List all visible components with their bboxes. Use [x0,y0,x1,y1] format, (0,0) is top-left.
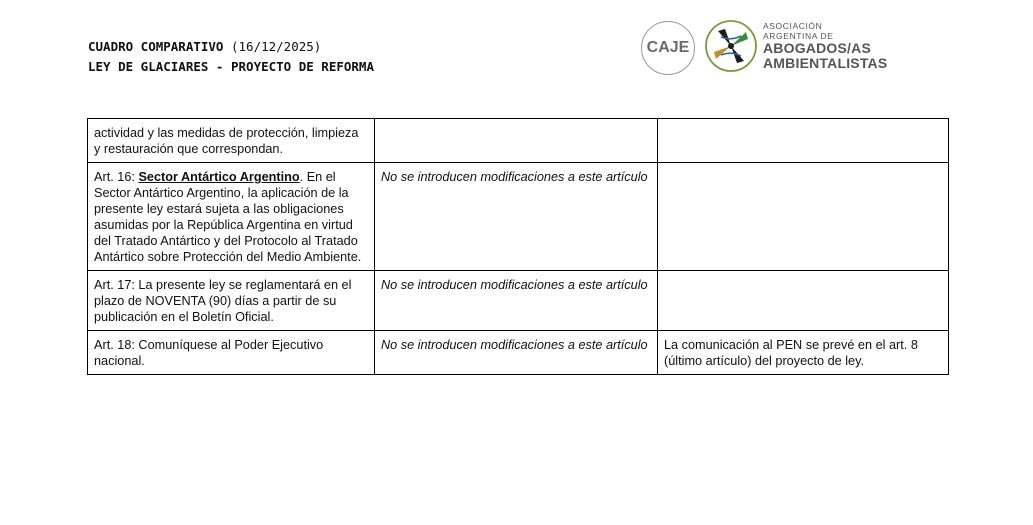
table-cell-comment: La comunicación al PEN se prevé en el art. 8 (último artículo) del proyecto de ley. [658,331,949,375]
table-cell-reform [375,119,658,163]
table-cell-current-law: Art. 18: Comuníquese al Poder Ejecutivo nacional. [88,331,375,375]
table-cell-comment [658,271,949,331]
document-header [88,37,374,77]
aaaa-logo-line-3: ABOGADOS/AS [763,40,871,56]
aaaa-logo-line-4: AMBIENTALISTAS [763,55,888,71]
table-cell-current-law: actividad y las medidas de protección, limpieza y restauración que correspondan. [88,119,375,163]
table-cell-reform: No se introducen modificaciones a este artículo [375,331,658,375]
aaaa-logo-icon [704,19,758,73]
aaaa-logo-text [763,22,887,71]
table-row [88,271,949,331]
caje-logo-text: CAJE [646,39,690,56]
table-cell-comment [658,163,949,271]
caje-logo [641,21,695,75]
header-title: CUADRO COMPARATIVO [88,39,224,54]
table-row [88,331,949,375]
table-cell-current-law [88,163,375,271]
article-prefix: Art. 16: [94,170,139,184]
aaaa-logo-line-2: ARGENTINA DE [763,30,834,41]
article-body: . En el Sector Antártico Argentino, la aplicación de la presente ley estará sujeta a las obligaciones asumidas por la República Argentina en virtud del Tratado Antártico y del Protocolo al Tratado Antártico sobre Protección del Medio Ambiente. [94,170,362,264]
comparison-table [87,118,949,375]
article-title: Sector Antártico Argentino [138,170,300,184]
table-cell-current-law: Art. 17: La presente ley se reglamentará en el plazo de NOVENTA (90) días a partir de su publicación en el Boletín Oficial. [88,271,375,331]
table-cell-reform: No se introducen modificaciones a este artículo [375,163,658,271]
table-cell-comment [658,119,949,163]
header-line-1 [88,37,374,57]
header-date: (16/12/2025) [231,39,322,54]
table-cell-reform: No se introducen modificaciones a este artículo [375,271,658,331]
table-row [88,163,949,271]
header-subtitle: LEY DE GLACIARES - PROYECTO DE REFORMA [88,59,374,74]
table-row [88,119,949,163]
aaaa-logo-line-1: ASOCIACIÓN [763,21,823,31]
